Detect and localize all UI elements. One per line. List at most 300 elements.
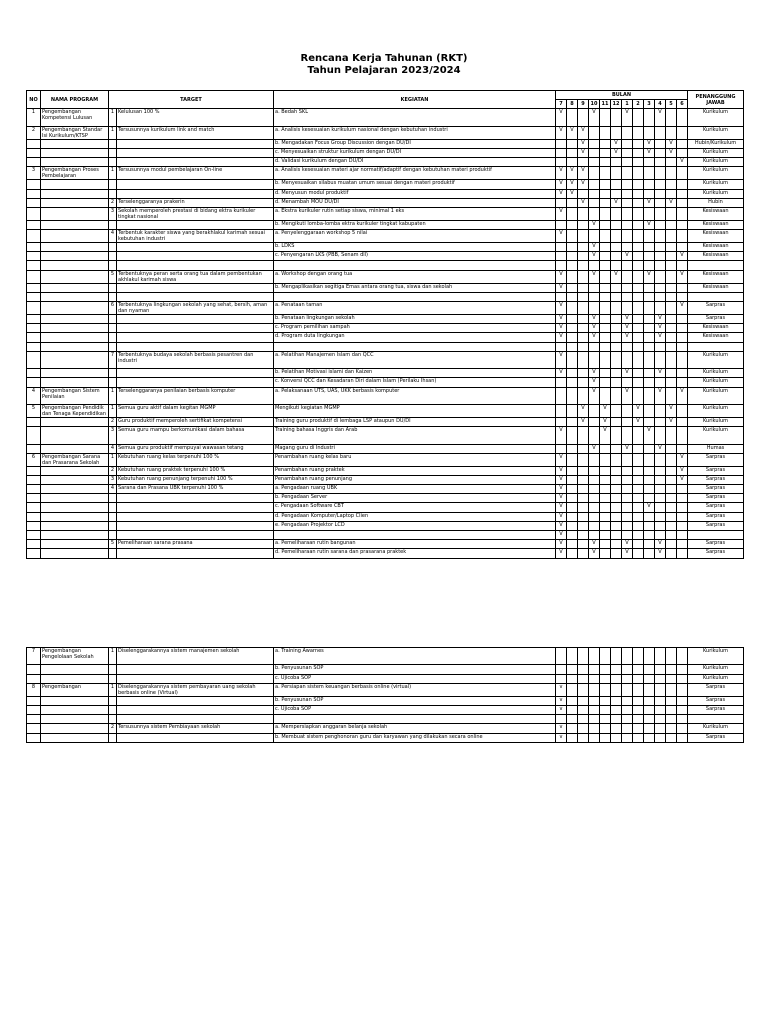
cell-month-mark <box>655 674 666 683</box>
cell-month-mark <box>666 333 677 342</box>
cell-month-mark <box>677 683 688 696</box>
cell-target-no <box>109 292 117 301</box>
cell-target <box>117 148 274 157</box>
cell-month-mark: V <box>578 180 589 189</box>
cell-penanggung-jawab: Kesiswaan <box>688 230 744 243</box>
cell-target <box>117 674 274 683</box>
cell-month-mark: V <box>622 540 633 549</box>
cell-program <box>41 417 109 426</box>
cell-month-mark <box>644 665 655 674</box>
cell-month-mark <box>666 466 677 475</box>
cell-kegiatan: d. Program duta lingkungan <box>274 333 556 342</box>
cell-month-mark <box>567 315 578 324</box>
cell-target: Kebutuhan ruang kelas terpenuhi 100 % <box>117 453 274 466</box>
cell-month-mark: V <box>578 167 589 180</box>
cell-no <box>27 665 41 674</box>
cell-month-mark <box>622 230 633 243</box>
cell-target-no <box>109 512 117 521</box>
cell-month-mark: V <box>655 324 666 333</box>
cell-month-mark <box>677 485 688 494</box>
cell-target-no: 4 <box>109 230 117 243</box>
cell-month-mark <box>600 453 611 466</box>
cell-penanggung-jawab <box>688 531 744 540</box>
cell-program <box>41 531 109 540</box>
cell-month-mark <box>655 220 666 229</box>
cell-program <box>41 351 109 368</box>
table-row <box>27 180 744 189</box>
cell-month-mark: V <box>644 427 655 444</box>
cell-target-no: 3 <box>109 427 117 444</box>
cell-month-mark <box>677 404 688 417</box>
cell-month-mark <box>622 715 633 724</box>
cell-target-no <box>109 283 117 292</box>
cell-month-mark <box>655 292 666 301</box>
cell-month-mark <box>567 342 578 351</box>
cell-penanggung-jawab: Kesiswaan <box>688 252 744 261</box>
cell-month-mark: V <box>622 252 633 261</box>
cell-month-mark <box>589 705 600 714</box>
cell-penanggung-jawab: Kesiswaan <box>688 207 744 220</box>
cell-penanggung-jawab: Kurikulum <box>688 109 744 126</box>
cell-kegiatan: b. Menyesuaikan silabus muatan umum sesuai dengan materi produktif <box>274 180 556 189</box>
cell-month-mark <box>666 270 677 283</box>
cell-month-mark <box>655 261 666 270</box>
cell-target <box>117 503 274 512</box>
cell-month-mark <box>611 724 622 733</box>
cell-month-mark <box>567 417 578 426</box>
cell-month-mark <box>655 148 666 157</box>
cell-month-mark <box>600 387 611 404</box>
cell-month-mark <box>567 665 578 674</box>
cell-month-mark <box>655 230 666 243</box>
cell-month-mark <box>622 648 633 665</box>
cell-program <box>41 283 109 292</box>
cell-month-mark <box>622 158 633 167</box>
cell-month-mark <box>611 378 622 387</box>
cell-program <box>41 485 109 494</box>
cell-target <box>117 324 274 333</box>
cell-month-mark <box>600 665 611 674</box>
cell-target-no: 1 <box>109 648 117 665</box>
cell-kegiatan: Penambahan ruang kelas baru <box>274 453 556 466</box>
cell-month-mark <box>622 207 633 220</box>
cell-kegiatan: Penambahan ruang penunjang <box>274 475 556 484</box>
cell-month-mark: V <box>677 270 688 283</box>
cell-month-mark <box>666 665 677 674</box>
cell-penanggung-jawab: Kurikulum <box>688 180 744 189</box>
cell-month-mark <box>578 302 589 315</box>
cell-month-mark <box>677 494 688 503</box>
cell-month-mark <box>589 302 600 315</box>
cell-month-mark: V <box>556 109 567 126</box>
cell-month-mark <box>600 475 611 484</box>
cell-month-mark <box>655 283 666 292</box>
cell-month-mark <box>556 342 567 351</box>
cell-month-mark <box>600 444 611 453</box>
cell-no <box>27 139 41 148</box>
cell-month-mark <box>611 324 622 333</box>
cell-month-mark <box>622 292 633 301</box>
cell-month-mark <box>644 696 655 705</box>
cell-target-no: 4 <box>109 485 117 494</box>
cell-month-mark <box>611 243 622 252</box>
cell-month-mark: V <box>556 180 567 189</box>
table-row <box>27 387 744 404</box>
cell-penanggung-jawab <box>688 292 744 301</box>
cell-month-mark: V <box>677 387 688 404</box>
cell-target: Semua guru mampu berkomunikasi dalam bahasa <box>117 427 274 444</box>
cell-month-mark <box>666 531 677 540</box>
cell-month-mark <box>666 158 677 167</box>
cell-month-mark <box>567 733 578 742</box>
cell-penanggung-jawab: Sarpras <box>688 475 744 484</box>
cell-month-mark: V <box>589 378 600 387</box>
cell-month-mark <box>666 109 677 126</box>
header-no: NO <box>27 91 41 109</box>
cell-month-mark <box>633 243 644 252</box>
cell-penanggung-jawab: Humas <box>688 444 744 453</box>
cell-month-mark <box>611 665 622 674</box>
cell-target-no: 2 <box>109 198 117 207</box>
cell-kegiatan: d. Pemeliharaan rutin sarana dan prasarana praktek <box>274 549 556 558</box>
cell-month-mark <box>633 378 644 387</box>
cell-no <box>27 220 41 229</box>
cell-month-mark <box>611 302 622 315</box>
cell-target-no <box>109 139 117 148</box>
cell-month-mark <box>556 378 567 387</box>
cell-month-mark <box>633 674 644 683</box>
cell-month-mark <box>644 475 655 484</box>
cell-month-mark: V <box>589 220 600 229</box>
cell-month-mark <box>633 180 644 189</box>
cell-month-mark <box>578 466 589 475</box>
cell-month-mark <box>644 369 655 378</box>
cell-month-mark <box>666 220 677 229</box>
cell-month-mark <box>655 705 666 714</box>
cell-target <box>117 378 274 387</box>
cell-month-mark <box>600 189 611 198</box>
cell-month-mark: V <box>589 540 600 549</box>
cell-month-mark <box>600 351 611 368</box>
cell-month-mark <box>677 503 688 512</box>
cell-month-mark <box>655 126 666 139</box>
cell-month-mark <box>567 369 578 378</box>
table-row <box>27 302 744 315</box>
cell-month-mark <box>589 696 600 705</box>
cell-month-mark: V <box>633 404 644 417</box>
table-row <box>27 485 744 494</box>
cell-kegiatan: c. Penyengaran LKS (PBB, Senam dll) <box>274 252 556 261</box>
cell-month-mark: V <box>589 109 600 126</box>
cell-program <box>41 475 109 484</box>
cell-month-mark <box>666 503 677 512</box>
cell-month-mark <box>567 531 578 540</box>
cell-target: Sekolah memperoleh prestasi di bidang ektra kurikuler tingkat nasional <box>117 207 274 220</box>
cell-month-mark <box>611 512 622 521</box>
cell-kegiatan: Training guru produktif di lembaga LSP ataupun DU/DI <box>274 417 556 426</box>
cell-month-mark: V <box>611 198 622 207</box>
cell-month-mark: V <box>677 158 688 167</box>
cell-target-no <box>109 342 117 351</box>
cell-target <box>117 158 274 167</box>
cell-month-mark <box>600 549 611 558</box>
cell-month-mark <box>644 531 655 540</box>
cell-month-mark <box>589 261 600 270</box>
cell-no <box>27 369 41 378</box>
cell-month-mark <box>633 549 644 558</box>
cell-month-mark <box>655 512 666 521</box>
table-row <box>27 126 744 139</box>
cell-month-mark <box>633 696 644 705</box>
cell-month-mark <box>644 705 655 714</box>
table-row <box>27 683 744 696</box>
cell-month-mark <box>589 715 600 724</box>
cell-month-mark <box>622 270 633 283</box>
cell-penanggung-jawab: Sarpras <box>688 540 744 549</box>
cell-program <box>41 220 109 229</box>
cell-kegiatan: d. Validasi kurikulum dengan DU/DI <box>274 158 556 167</box>
cell-month-mark <box>589 230 600 243</box>
cell-program: Pengembangan Sistem Penilaian <box>41 387 109 404</box>
cell-month-mark <box>567 109 578 126</box>
cell-month-mark <box>633 475 644 484</box>
table-row <box>27 540 744 549</box>
cell-month-mark <box>622 453 633 466</box>
cell-month-mark <box>578 109 589 126</box>
cell-month-mark <box>589 665 600 674</box>
cell-month-mark: V <box>644 139 655 148</box>
cell-month-mark: V <box>666 417 677 426</box>
cell-penanggung-jawab <box>688 261 744 270</box>
cell-month-mark <box>644 540 655 549</box>
cell-month-mark <box>578 549 589 558</box>
cell-month-mark: V <box>655 549 666 558</box>
cell-no <box>27 724 41 733</box>
cell-target <box>117 139 274 148</box>
cell-target: Diselenggarakannya sistem manajemen sekolah <box>117 648 274 665</box>
cell-target <box>117 531 274 540</box>
cell-target: Kelulusan 100 % <box>117 109 274 126</box>
cell-month-mark <box>578 261 589 270</box>
table-row <box>27 324 744 333</box>
cell-program <box>41 302 109 315</box>
cell-program <box>41 270 109 283</box>
cell-no: 3 <box>27 167 41 180</box>
cell-month-mark <box>611 230 622 243</box>
cell-month-mark <box>567 549 578 558</box>
cell-target <box>117 243 274 252</box>
cell-month-mark <box>644 387 655 404</box>
cell-month-mark <box>633 139 644 148</box>
cell-month-mark <box>600 683 611 696</box>
header-program: NAMA PROGRAM <box>41 91 109 109</box>
cell-month-mark <box>633 189 644 198</box>
cell-month-mark <box>578 521 589 530</box>
cell-month-mark <box>633 220 644 229</box>
cell-month-mark: V <box>556 207 567 220</box>
cell-target-no: 1 <box>109 404 117 417</box>
cell-target-no: 1 <box>109 126 117 139</box>
cell-penanggung-jawab: Kurikulum <box>688 351 744 368</box>
cell-month-mark <box>611 453 622 466</box>
cell-penanggung-jawab <box>688 715 744 724</box>
cell-target: Pemeliharaan sarana prasana <box>117 540 274 549</box>
cell-month-mark <box>633 261 644 270</box>
cell-month-mark <box>589 167 600 180</box>
cell-penanggung-jawab: Sarpras <box>688 512 744 521</box>
cell-penanggung-jawab: Kurikulum <box>688 674 744 683</box>
cell-month-mark <box>644 466 655 475</box>
cell-program <box>41 333 109 342</box>
cell-month-mark <box>677 324 688 333</box>
cell-month-mark <box>677 148 688 157</box>
cell-month-mark: V <box>677 302 688 315</box>
cell-kegiatan: b. Penataan lingkungan sekolah <box>274 315 556 324</box>
cell-month-mark: V <box>567 126 578 139</box>
cell-month-mark <box>666 207 677 220</box>
cell-kegiatan: d. Menyusun modul produktif <box>274 189 556 198</box>
cell-month-mark <box>666 485 677 494</box>
cell-month-mark: V <box>622 333 633 342</box>
table-row <box>27 270 744 283</box>
cell-month-mark <box>600 648 611 665</box>
cell-month-mark: V <box>655 540 666 549</box>
cell-month-mark <box>677 230 688 243</box>
cell-month-mark <box>666 230 677 243</box>
cell-month-mark <box>600 139 611 148</box>
cell-month-mark <box>578 230 589 243</box>
cell-month-mark <box>666 324 677 333</box>
cell-month-mark <box>589 683 600 696</box>
cell-month-mark <box>600 715 611 724</box>
cell-month-mark: V <box>556 503 567 512</box>
cell-month-mark <box>655 252 666 261</box>
cell-month-mark <box>578 715 589 724</box>
table-row <box>27 417 744 426</box>
cell-target-no: 5 <box>109 540 117 549</box>
cell-month-mark <box>655 466 666 475</box>
cell-month-mark <box>633 494 644 503</box>
cell-month-mark: V <box>556 531 567 540</box>
cell-month-mark <box>633 270 644 283</box>
cell-month-mark: V <box>556 126 567 139</box>
cell-month-mark: V <box>578 417 589 426</box>
cell-month-mark <box>611 540 622 549</box>
cell-month-mark <box>633 683 644 696</box>
cell-month-mark <box>578 674 589 683</box>
cell-month-mark <box>644 733 655 742</box>
cell-month-mark <box>578 503 589 512</box>
table-row <box>27 139 744 148</box>
cell-month-mark <box>567 444 578 453</box>
cell-target-no <box>109 369 117 378</box>
table-row <box>27 475 744 484</box>
cell-month-mark: V <box>556 494 567 503</box>
cell-program: Pengembangan Kompetensi Lulusan <box>41 109 109 126</box>
cell-no <box>27 378 41 387</box>
cell-month-mark <box>567 139 578 148</box>
cell-month-mark <box>677 189 688 198</box>
cell-target-no <box>109 333 117 342</box>
cell-month-mark: V <box>677 252 688 261</box>
cell-month-mark: V <box>589 387 600 404</box>
cell-month-mark <box>556 252 567 261</box>
cell-no <box>27 315 41 324</box>
cell-month-mark: V <box>578 139 589 148</box>
cell-month-mark <box>655 696 666 705</box>
month-header: 1 <box>622 100 633 109</box>
cell-month-mark: V <box>622 387 633 404</box>
cell-target-no: 7 <box>109 351 117 368</box>
cell-penanggung-jawab: Sarpras <box>688 466 744 475</box>
cell-month-mark <box>655 139 666 148</box>
cell-target <box>117 189 274 198</box>
cell-month-mark: V <box>666 198 677 207</box>
cell-month-mark <box>578 207 589 220</box>
cell-month-mark <box>622 283 633 292</box>
cell-month-mark: V <box>655 444 666 453</box>
cell-month-mark <box>666 351 677 368</box>
cell-target <box>117 252 274 261</box>
cell-month-mark <box>589 674 600 683</box>
header-penanggung-jawab: PENANGGUNG JAWAB <box>688 91 744 109</box>
document-subtitle: Tahun Pelajaran 2023/2024 <box>307 65 461 76</box>
cell-month-mark: V <box>600 417 611 426</box>
cell-target: Tersusunnya sistem Pembiayaan sekolah <box>117 724 274 733</box>
cell-month-mark <box>589 189 600 198</box>
cell-month-mark <box>622 180 633 189</box>
cell-month-mark: V <box>556 302 567 315</box>
cell-penanggung-jawab: Kesiswaan <box>688 270 744 283</box>
cell-target <box>117 261 274 270</box>
cell-month-mark <box>644 715 655 724</box>
cell-no: 7 <box>27 648 41 665</box>
cell-month-mark <box>600 109 611 126</box>
cell-month-mark <box>611 444 622 453</box>
cell-month-mark <box>666 180 677 189</box>
cell-month-mark <box>677 696 688 705</box>
cell-month-mark <box>567 220 578 229</box>
cell-month-mark: V <box>578 198 589 207</box>
cell-month-mark <box>578 485 589 494</box>
cell-target <box>117 333 274 342</box>
cell-month-mark <box>567 207 578 220</box>
cell-target <box>117 369 274 378</box>
cell-month-mark <box>578 444 589 453</box>
cell-month-mark <box>578 158 589 167</box>
cell-month-mark <box>567 333 578 342</box>
cell-month-mark <box>666 342 677 351</box>
cell-month-mark <box>556 139 567 148</box>
cell-month-mark <box>622 485 633 494</box>
cell-month-mark <box>677 283 688 292</box>
cell-month-mark: V <box>589 333 600 342</box>
cell-month-mark <box>655 494 666 503</box>
cell-month-mark: V <box>655 369 666 378</box>
cell-month-mark <box>556 292 567 301</box>
cell-month-mark <box>611 220 622 229</box>
cell-month-mark <box>622 243 633 252</box>
cell-month-mark <box>666 283 677 292</box>
cell-month-mark <box>622 148 633 157</box>
cell-month-mark <box>633 715 644 724</box>
cell-month-mark <box>677 243 688 252</box>
cell-month-mark <box>578 378 589 387</box>
cell-month-mark <box>567 302 578 315</box>
cell-month-mark <box>611 126 622 139</box>
cell-no <box>27 333 41 342</box>
cell-target <box>117 549 274 558</box>
